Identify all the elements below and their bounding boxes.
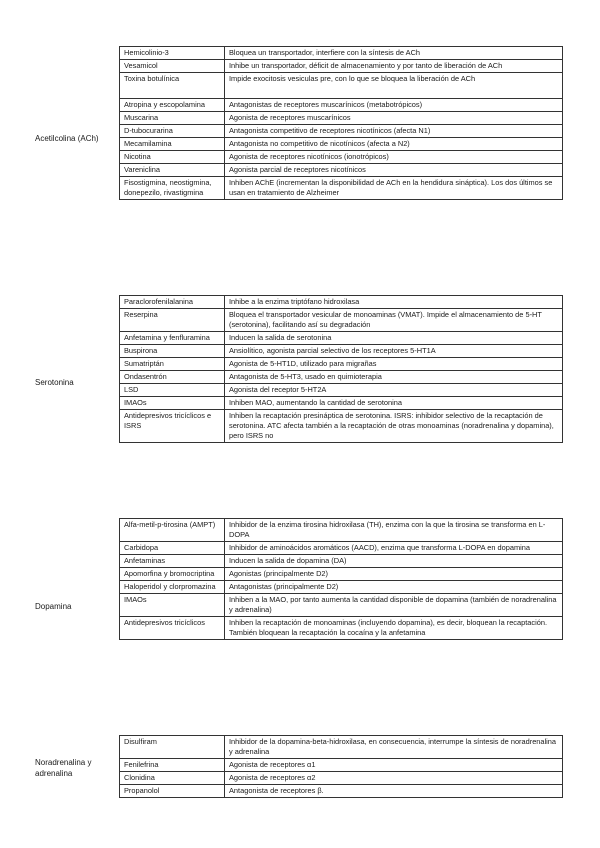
effect-cell: Agonista del receptor 5-HT2A <box>225 384 563 397</box>
drug-table <box>119 518 563 640</box>
effect-cell: Bloquea el transportador vesicular de monoaminas (VMAT). Impide el almacenamiento de 5-HT (serotonina), facilitando así su degradación <box>225 309 563 332</box>
drug-cell: Fenilefrina <box>120 759 225 772</box>
drug-table <box>119 735 563 798</box>
table-row <box>120 99 563 112</box>
drug-cell: Muscarina <box>120 112 225 125</box>
drug-table <box>119 295 563 443</box>
table-row <box>120 47 563 60</box>
drug-cell: Vareniclina <box>120 164 225 177</box>
drug-cell: LSD <box>120 384 225 397</box>
drug-cell: IMAOs <box>120 397 225 410</box>
effect-cell: Antagonistas (principalmente D2) <box>225 581 563 594</box>
effect-cell: Inhiben a la MAO, por tanto aumenta la cantidad disponible de dopamina (también de noradrenalina y adrenalina) <box>225 594 563 617</box>
effect-cell: Agonista de 5-HT1D, utilizado para migrañas <box>225 358 563 371</box>
drug-cell: Clonidina <box>120 772 225 785</box>
effect-cell: Inhibidor de aminoácidos aromáticos (AACD), enzima que transforma L-DOPA en dopamina <box>225 542 563 555</box>
table-row <box>120 60 563 73</box>
drug-cell: Vesamicol <box>120 60 225 73</box>
table-row <box>120 384 563 397</box>
table-row <box>120 371 563 384</box>
table-row <box>120 332 563 345</box>
table-row <box>120 138 563 151</box>
effect-cell: Impide exocitosis vesiculas pre, con lo que se bloquea la liberación de ACh <box>225 73 563 99</box>
effect-cell: Antagonista no competitivo de nicotínicos (afecta a N2) <box>225 138 563 151</box>
drug-table <box>119 46 563 200</box>
effect-cell: Agonista de receptores α2 <box>225 772 563 785</box>
effect-cell: Inhiben AChE (incrementan la disponibilidad de ACh en la hendidura sináptica). Los dos últimos se usan en tratamiento de Alzheimer <box>225 177 563 200</box>
table-row <box>120 345 563 358</box>
table-row <box>120 358 563 371</box>
section-label: Dopamina <box>35 602 72 611</box>
table-row <box>120 772 563 785</box>
drug-cell: Propanolol <box>120 785 225 798</box>
table-row <box>120 617 563 640</box>
drug-cell: Hemicolinio-3 <box>120 47 225 60</box>
table-row <box>120 309 563 332</box>
section-label: Noradrenalina y adrenalina <box>35 758 92 778</box>
table-row <box>120 112 563 125</box>
table-row <box>120 73 563 99</box>
drug-cell: Antidepresivos tricíclicos e ISRS <box>120 410 225 443</box>
effect-cell: Agonista parcial de receptores nicotínicos <box>225 164 563 177</box>
table-row <box>120 296 563 309</box>
effect-cell: Antagonista de receptores β. <box>225 785 563 798</box>
drug-cell: Carbidopa <box>120 542 225 555</box>
drug-cell: Anfetamina y fenfluramina <box>120 332 225 345</box>
drug-cell: Paraclorofenilalanina <box>120 296 225 309</box>
table-row <box>120 568 563 581</box>
drug-cell: Reserpina <box>120 309 225 332</box>
drug-cell: Buspirona <box>120 345 225 358</box>
table-row <box>120 759 563 772</box>
effect-cell: Inhibe un transportador, déficit de almacenamiento y por tanto de liberación de ACh <box>225 60 563 73</box>
section-label: Acetilcolina (ACh) <box>35 134 99 143</box>
effect-cell: Inhibe a la enzima triptófano hidroxilasa <box>225 296 563 309</box>
section-label: Serotonina <box>35 378 74 387</box>
drug-cell: Alfa-metil-p-tirosina (AMPT) <box>120 519 225 542</box>
drug-cell: Disulfiram <box>120 736 225 759</box>
effect-cell: Inhiben la recaptación presináptica de serotonina. ISRS: inhibidor selectivo de la recaptación de serotonina. ATC afecta también a la recaptación de otras monoaminas (noradrenalina y dopamina), pero ISRS no <box>225 410 563 443</box>
drug-cell: Sumatriptán <box>120 358 225 371</box>
effect-cell: Antagonistas de receptores muscarínicos (metabotrópicos) <box>225 99 563 112</box>
drug-cell: IMAOs <box>120 594 225 617</box>
table-row <box>120 594 563 617</box>
effect-cell: Inhibidor de la dopamina-beta-hidroxilasa, en consecuencia, interrumpe la síntesis de noradrenalina y adrenalina <box>225 736 563 759</box>
table-row <box>120 542 563 555</box>
effect-cell: Agonista de receptores nicotínicos (ionotrópicos) <box>225 151 563 164</box>
effect-cell: Agonista de receptores α1 <box>225 759 563 772</box>
effect-cell: Agonista de receptores muscarínicos <box>225 112 563 125</box>
drug-cell: D-tubocurarina <box>120 125 225 138</box>
effect-cell: Inhibidor de la enzima tirosina hidroxilasa (TH), enzima con la que la tirosina se transforma en L-DOPA <box>225 519 563 542</box>
table-row <box>120 151 563 164</box>
drug-cell: Fisostigmina, neostigmina, donepezilo, rivastigmina <box>120 177 225 200</box>
table-row <box>120 519 563 542</box>
effect-cell: Inhiben MAO, aumentando la cantidad de serotonina <box>225 397 563 410</box>
drug-cell: Anfetaminas <box>120 555 225 568</box>
effect-cell: Antagonista de 5-HT3, usado en quimioterapia <box>225 371 563 384</box>
table-row <box>120 736 563 759</box>
drug-cell: Nicotina <box>120 151 225 164</box>
table-row <box>120 125 563 138</box>
table-row <box>120 785 563 798</box>
table-row <box>120 397 563 410</box>
drug-cell: Haloperidol y clorpromazina <box>120 581 225 594</box>
table-row <box>120 555 563 568</box>
table-row <box>120 177 563 200</box>
effect-cell: Inhiben la recaptación de monoaminas (incluyendo dopamina), es decir, bloquean la recaptación. También bloquean la recaptación la cocaína y la anfetamina <box>225 617 563 640</box>
drug-cell: Mecamilamina <box>120 138 225 151</box>
table-row <box>120 164 563 177</box>
drug-cell: Ondasentrón <box>120 371 225 384</box>
drug-cell: Antidepresivos tricíclicos <box>120 617 225 640</box>
effect-cell: Inducen la salida de dopamina (DA) <box>225 555 563 568</box>
drug-cell: Atropina y escopolamina <box>120 99 225 112</box>
effect-cell: Agonistas (principalmente D2) <box>225 568 563 581</box>
table-row <box>120 410 563 443</box>
effect-cell: Inducen la salida de serotonina <box>225 332 563 345</box>
effect-cell: Bloquea un transportador, interfiere con la síntesis de ACh <box>225 47 563 60</box>
drug-cell: Toxina botulínica <box>120 73 225 99</box>
effect-cell: Ansiolítico, agonista parcial selectivo de los receptores 5-HT1A <box>225 345 563 358</box>
drug-cell: Apomorfina y bromocriptina <box>120 568 225 581</box>
effect-cell: Antagonista competitivo de receptores nicotínicos (afecta N1) <box>225 125 563 138</box>
table-row <box>120 581 563 594</box>
